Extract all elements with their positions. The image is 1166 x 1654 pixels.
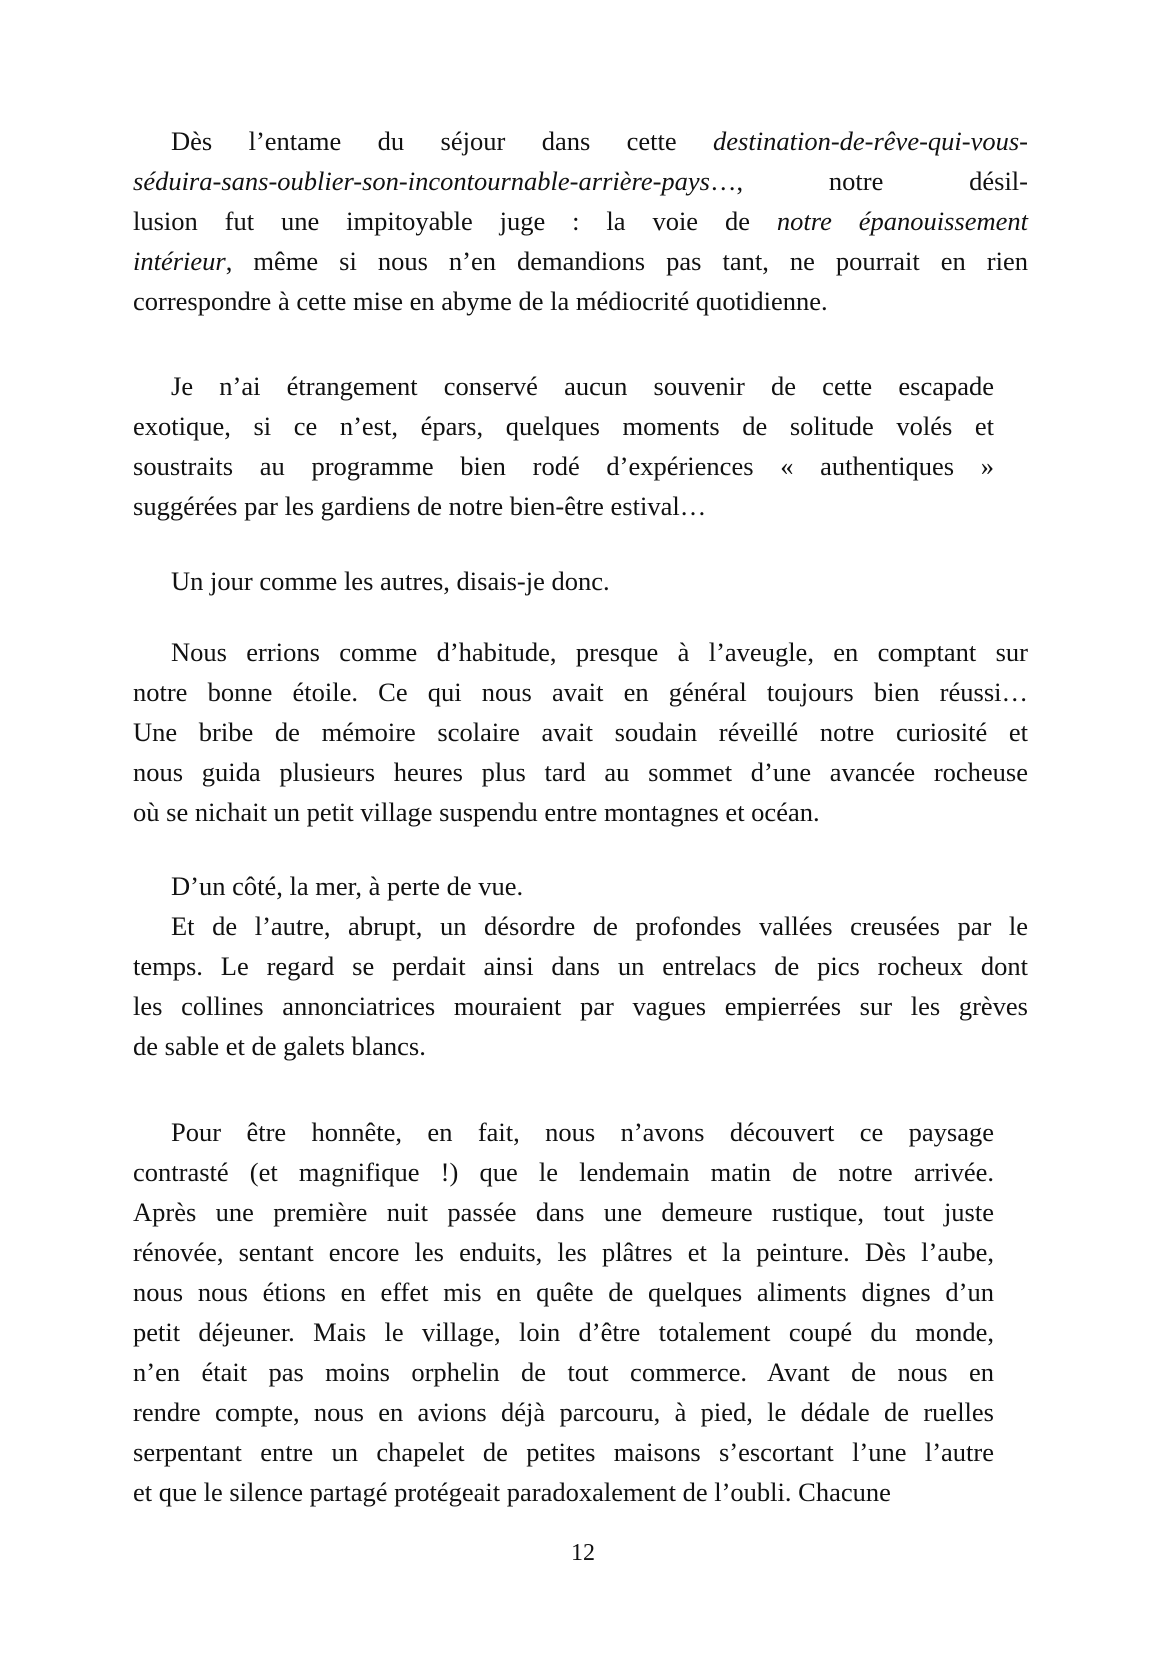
text-run: soustraits au programme bien rodé d’expériences « authentiques » bbox=[133, 451, 994, 481]
text-run: serpentant entre un chapelet de petites maisons s’escortant l’une l’autre bbox=[133, 1437, 994, 1467]
text-run: correspondre à cette mise en abyme de la médiocrité quotidienne. bbox=[133, 286, 828, 316]
text-line bbox=[133, 792, 1028, 832]
text-line bbox=[133, 406, 994, 446]
paragraph-2 bbox=[133, 366, 994, 526]
text-run: D’un côté, la mer, à perte de vue. bbox=[171, 871, 524, 901]
page-number: 12 bbox=[571, 1540, 595, 1566]
text-run: destination-de-rêve-qui-vous- bbox=[713, 126, 1028, 156]
text-run: temps. Le regard se perdait ainsi dans un entrelacs de pics rocheux dont bbox=[133, 951, 1028, 981]
text-line bbox=[133, 201, 1028, 241]
text-run: nous guida plusieurs heures plus tard au sommet d’une avancée rocheuse bbox=[133, 757, 1028, 787]
text-run: Nous errions comme d’habitude, presque à l’aveugle, en comptant sur bbox=[171, 637, 1028, 667]
text-run: , même si nous n’en demandions pas tant, ne pourrait en rien bbox=[225, 246, 1028, 276]
text-line bbox=[133, 446, 994, 486]
text-line bbox=[133, 632, 1028, 672]
text-run: et que le silence partagé protégeait paradoxalement de l’oubli. Chacune bbox=[133, 1477, 891, 1507]
text-run: Et de l’autre, abrupt, un désordre de profondes vallées creusées par le bbox=[171, 911, 1028, 941]
text-line bbox=[133, 241, 1028, 281]
text-line bbox=[133, 946, 1028, 986]
text-line bbox=[133, 1312, 994, 1352]
paragraph-4 bbox=[133, 632, 1028, 832]
text-line bbox=[133, 161, 1028, 201]
text-run: lusion fut une impitoyable juge : la voie de bbox=[133, 206, 777, 236]
text-line bbox=[133, 986, 1028, 1026]
text-run: Après une première nuit passée dans une demeure rustique, tout juste bbox=[133, 1197, 994, 1227]
text-run: suggérées par les gardiens de notre bien-être estival… bbox=[133, 491, 707, 521]
text-run: notre bonne étoile. Ce qui nous avait en général toujours bien réussi… bbox=[133, 677, 1028, 707]
text-line bbox=[133, 672, 1028, 712]
text-run: intérieur bbox=[133, 246, 226, 276]
text-run: Je n’ai étrangement conservé aucun souvenir de cette escapade bbox=[171, 371, 994, 401]
text-line bbox=[133, 366, 994, 406]
text-line bbox=[133, 1392, 994, 1432]
text-run: notre épanouissement bbox=[776, 206, 1028, 236]
text-line bbox=[133, 1152, 994, 1192]
text-run: exotique, si ce n’est, épars, quelques moments de solitude volés et bbox=[133, 411, 994, 441]
text-line bbox=[133, 752, 1028, 792]
text-line bbox=[133, 866, 1028, 906]
text-run: petit déjeuner. Mais le village, loin d’être totalement coupé du monde, bbox=[133, 1317, 994, 1347]
text-run: séduira-sans-oublier-son-incontournable-arrière-pays bbox=[133, 166, 710, 196]
text-run: les collines annonciatrices mouraient par vagues empierrées sur les grèves bbox=[133, 991, 1028, 1021]
paragraph-3 bbox=[133, 561, 833, 601]
text-run: nous nous étions en effet mis en quête de quelques aliments dignes d’un bbox=[133, 1277, 994, 1307]
text-run: de sable et de galets blancs. bbox=[133, 1031, 426, 1061]
text-line bbox=[133, 1352, 994, 1392]
text-line bbox=[133, 561, 833, 601]
text-line bbox=[133, 486, 994, 526]
text-run: Dès l’entame du séjour dans cette bbox=[171, 126, 714, 156]
text-line bbox=[133, 1472, 994, 1512]
paragraph-5 bbox=[133, 866, 1028, 1066]
text-run: contrasté (et magnifique !) que le lendemain matin de notre arrivée. bbox=[133, 1157, 994, 1187]
text-line bbox=[133, 281, 1028, 321]
text-run: rendre compte, nous en avions déjà parcouru, à pied, le dédale de ruelles bbox=[133, 1397, 994, 1427]
paragraph-6 bbox=[133, 1112, 994, 1512]
text-line bbox=[133, 1026, 1028, 1066]
text-run: n’en était pas moins orphelin de tout commerce. Avant de nous en bbox=[133, 1357, 994, 1387]
text-line bbox=[133, 1432, 994, 1472]
text-run: rénovée, sentant encore les enduits, les plâtres et la peinture. Dès l’aube, bbox=[133, 1237, 994, 1267]
text-line bbox=[133, 1232, 994, 1272]
text-line bbox=[133, 1192, 994, 1232]
text-line bbox=[133, 121, 1028, 161]
text-line bbox=[133, 712, 1028, 752]
text-run: où se nichait un petit village suspendu entre montagnes et océan. bbox=[133, 797, 820, 827]
text-run: Une bribe de mémoire scolaire avait soudain réveillé notre curiosité et bbox=[133, 717, 1028, 747]
text-line bbox=[133, 1112, 994, 1152]
text-line bbox=[133, 906, 1028, 946]
paragraph-1 bbox=[133, 121, 1028, 321]
text-run: Un jour comme les autres, disais-je donc. bbox=[171, 566, 610, 596]
text-run: …, notre désil- bbox=[710, 166, 1028, 196]
text-line bbox=[133, 1272, 994, 1312]
text-run: Pour être honnête, en fait, nous n’avons découvert ce paysage bbox=[171, 1117, 994, 1147]
